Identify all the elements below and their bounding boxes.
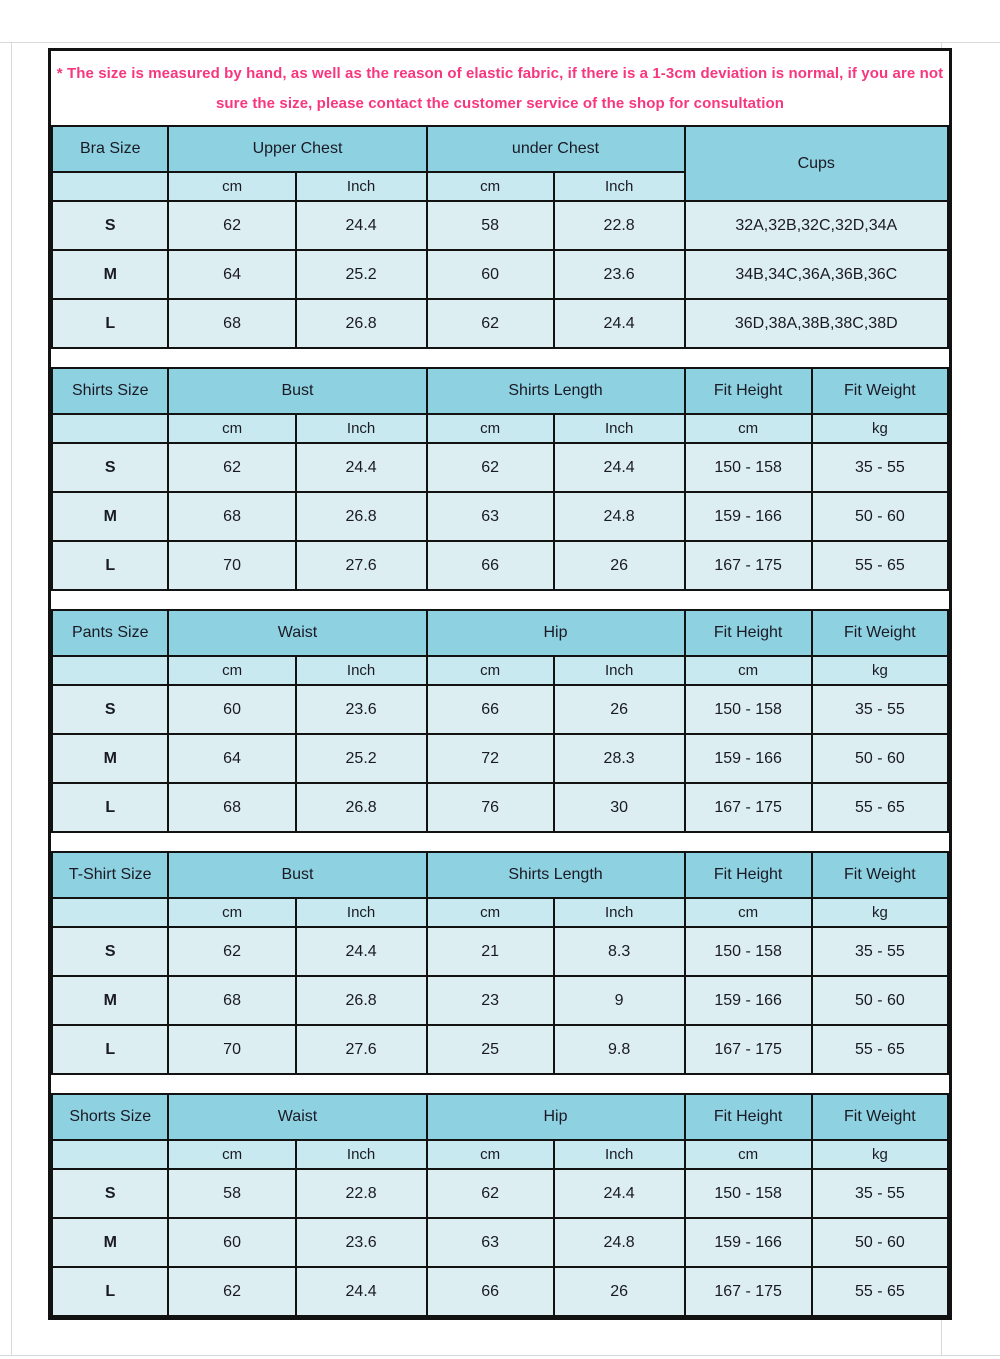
value-cell: 35 - 55 xyxy=(812,685,948,734)
empty-cell xyxy=(52,172,168,201)
value-cell: 50 - 60 xyxy=(812,492,948,541)
value-cell: 23 xyxy=(427,976,554,1025)
page-frame-left-line xyxy=(11,42,12,1355)
column-header: Fit Height xyxy=(685,852,812,898)
value-cell: 35 - 55 xyxy=(812,443,948,492)
unit-cell: Inch xyxy=(296,656,427,685)
header-row xyxy=(52,852,948,898)
header-row xyxy=(52,368,948,414)
column-group-header: Waist xyxy=(168,1094,426,1140)
page-frame-bottom-line xyxy=(0,1355,1000,1356)
column-group-header: Hip xyxy=(427,610,685,656)
unit-cell: cm xyxy=(168,656,295,685)
header-row xyxy=(52,610,948,656)
value-cell: 26 xyxy=(554,1267,685,1316)
value-cell: 55 - 65 xyxy=(812,1025,948,1074)
disclaimer-line-2: sure the size, please contact the customer service of the shop for consultation xyxy=(215,94,785,112)
value-cell: 55 - 65 xyxy=(812,541,948,590)
unit-cell: cm xyxy=(427,414,554,443)
column-header: Fit Weight xyxy=(812,1094,948,1140)
value-cell: 26 xyxy=(554,685,685,734)
value-cell: 8.3 xyxy=(554,927,685,976)
table-row xyxy=(52,1267,948,1316)
size-cell: S xyxy=(52,443,168,492)
value-cell: 167 - 175 xyxy=(685,783,812,832)
value-cell: 25.2 xyxy=(296,250,427,299)
unit-cell: cm xyxy=(685,898,812,927)
value-cell: 9 xyxy=(554,976,685,1025)
size-cell: L xyxy=(52,299,168,348)
unit-cell: cm xyxy=(427,898,554,927)
size-cell: M xyxy=(52,250,168,299)
unit-cell: cm xyxy=(168,414,295,443)
table-row xyxy=(52,541,948,590)
value-cell: 50 - 60 xyxy=(812,1218,948,1267)
value-cell: 50 - 60 xyxy=(812,976,948,1025)
value-cell: 26.8 xyxy=(296,492,427,541)
unit-cell: cm xyxy=(427,172,554,201)
shirts-size-table xyxy=(51,367,949,591)
value-cell: 35 - 55 xyxy=(812,927,948,976)
value-cell: 150 - 158 xyxy=(685,443,812,492)
value-cell: 24.4 xyxy=(554,1169,685,1218)
value-cell: 24.8 xyxy=(554,492,685,541)
value-cell: 24.8 xyxy=(554,1218,685,1267)
value-cell: 26.8 xyxy=(296,783,427,832)
column-header: Fit Height xyxy=(685,368,812,414)
table-row xyxy=(52,783,948,832)
value-cell: 64 xyxy=(168,734,295,783)
value-cell: 24.4 xyxy=(296,201,427,250)
cups-value-cell: 32A,32B,32C,32D,34A xyxy=(685,201,948,250)
unit-cell: kg xyxy=(812,898,948,927)
value-cell: 55 - 65 xyxy=(812,1267,948,1316)
value-cell: 22.8 xyxy=(296,1169,427,1218)
value-cell: 28.3 xyxy=(554,734,685,783)
unit-row xyxy=(52,1140,948,1169)
cups-value-cell: 36D,38A,38B,38C,38D xyxy=(685,299,948,348)
table-row xyxy=(52,1218,948,1267)
table-row xyxy=(52,492,948,541)
value-cell: 66 xyxy=(427,685,554,734)
table-row xyxy=(52,1169,948,1218)
size-cell: L xyxy=(52,541,168,590)
value-cell: 68 xyxy=(168,492,295,541)
unit-cell: cm xyxy=(168,172,295,201)
table-title: Shirts Size xyxy=(52,368,168,414)
value-cell: 167 - 175 xyxy=(685,541,812,590)
column-group-header: Waist xyxy=(168,610,426,656)
value-cell: 68 xyxy=(168,299,295,348)
size-cell: S xyxy=(52,927,168,976)
table-row xyxy=(52,201,948,250)
unit-cell: cm xyxy=(685,1140,812,1169)
value-cell: 58 xyxy=(168,1169,295,1218)
size-cell: L xyxy=(52,1267,168,1316)
table-title: Shorts Size xyxy=(52,1094,168,1140)
value-cell: 24.4 xyxy=(554,443,685,492)
value-cell: 159 - 166 xyxy=(685,1218,812,1267)
value-cell: 21 xyxy=(427,927,554,976)
unit-row xyxy=(52,898,948,927)
value-cell: 159 - 166 xyxy=(685,734,812,783)
size-cell: M xyxy=(52,976,168,1025)
value-cell: 63 xyxy=(427,492,554,541)
unit-cell: kg xyxy=(812,656,948,685)
value-cell: 60 xyxy=(427,250,554,299)
empty-cell xyxy=(52,898,168,927)
value-cell: 62 xyxy=(168,927,295,976)
value-cell: 23.6 xyxy=(296,1218,427,1267)
value-cell: 9.8 xyxy=(554,1025,685,1074)
pants-size-table xyxy=(51,609,949,833)
column-header-cups: Cups xyxy=(685,126,948,201)
unit-cell: Inch xyxy=(554,1140,685,1169)
value-cell: 68 xyxy=(168,783,295,832)
value-cell: 26.8 xyxy=(296,299,427,348)
shorts-size-table xyxy=(51,1093,949,1317)
cups-value-cell: 34B,34C,36A,36B,36C xyxy=(685,250,948,299)
column-group-header: Upper Chest xyxy=(168,126,426,172)
column-group-header: Bust xyxy=(168,368,426,414)
table-row xyxy=(52,443,948,492)
value-cell: 150 - 158 xyxy=(685,927,812,976)
value-cell: 167 - 175 xyxy=(685,1025,812,1074)
page-frame-top-line xyxy=(0,42,1000,43)
value-cell: 62 xyxy=(168,1267,295,1316)
value-cell: 27.6 xyxy=(296,541,427,590)
unit-cell: cm xyxy=(427,656,554,685)
empty-cell xyxy=(52,1140,168,1169)
value-cell: 66 xyxy=(427,541,554,590)
value-cell: 26.8 xyxy=(296,976,427,1025)
column-group-header: Shirts Length xyxy=(427,852,685,898)
value-cell: 24.4 xyxy=(296,1267,427,1316)
value-cell: 167 - 175 xyxy=(685,1267,812,1316)
column-group-header: under Chest xyxy=(427,126,685,172)
value-cell: 26 xyxy=(554,541,685,590)
value-cell: 25.2 xyxy=(296,734,427,783)
value-cell: 58 xyxy=(427,201,554,250)
value-cell: 159 - 166 xyxy=(685,976,812,1025)
value-cell: 25 xyxy=(427,1025,554,1074)
unit-cell: Inch xyxy=(296,172,427,201)
table-row xyxy=(52,1025,948,1074)
empty-cell xyxy=(52,414,168,443)
value-cell: 24.4 xyxy=(296,443,427,492)
value-cell: 62 xyxy=(427,1169,554,1218)
unit-row xyxy=(52,414,948,443)
table-row xyxy=(52,976,948,1025)
unit-cell: cm xyxy=(168,898,295,927)
value-cell: 150 - 158 xyxy=(685,1169,812,1218)
unit-cell: Inch xyxy=(296,1140,427,1169)
size-cell: M xyxy=(52,1218,168,1267)
size-cell: L xyxy=(52,783,168,832)
column-group-header: Hip xyxy=(427,1094,685,1140)
table-title: Pants Size xyxy=(52,610,168,656)
value-cell: 63 xyxy=(427,1218,554,1267)
value-cell: 64 xyxy=(168,250,295,299)
bra-size-table xyxy=(51,125,949,349)
table-row xyxy=(52,685,948,734)
unit-row xyxy=(52,656,948,685)
unit-cell: cm xyxy=(168,1140,295,1169)
size-cell: S xyxy=(52,1169,168,1218)
value-cell: 68 xyxy=(168,976,295,1025)
tshirt-size-table xyxy=(51,851,949,1075)
value-cell: 24.4 xyxy=(296,927,427,976)
unit-cell: kg xyxy=(812,1140,948,1169)
value-cell: 22.8 xyxy=(554,201,685,250)
table-row xyxy=(52,927,948,976)
value-cell: 24.4 xyxy=(554,299,685,348)
value-cell: 35 - 55 xyxy=(812,1169,948,1218)
value-cell: 70 xyxy=(168,1025,295,1074)
unit-cell: Inch xyxy=(554,172,685,201)
table-row xyxy=(52,299,948,348)
value-cell: 23.6 xyxy=(554,250,685,299)
size-cell: M xyxy=(52,492,168,541)
value-cell: 23.6 xyxy=(296,685,427,734)
value-cell: 62 xyxy=(168,443,295,492)
table-title: Bra Size xyxy=(52,126,168,172)
value-cell: 27.6 xyxy=(296,1025,427,1074)
unit-cell: Inch xyxy=(296,898,427,927)
value-cell: 70 xyxy=(168,541,295,590)
table-title: T-Shirt Size xyxy=(52,852,168,898)
unit-cell: Inch xyxy=(554,414,685,443)
unit-cell: Inch xyxy=(554,898,685,927)
unit-cell: cm xyxy=(427,1140,554,1169)
size-cell: S xyxy=(52,685,168,734)
disclaimer-note xyxy=(51,51,949,125)
value-cell: 76 xyxy=(427,783,554,832)
unit-cell: Inch xyxy=(296,414,427,443)
column-header: Fit Weight xyxy=(812,852,948,898)
value-cell: 66 xyxy=(427,1267,554,1316)
value-cell: 55 - 65 xyxy=(812,783,948,832)
column-header: Fit Height xyxy=(685,1094,812,1140)
table-row xyxy=(52,734,948,783)
value-cell: 72 xyxy=(427,734,554,783)
value-cell: 150 - 158 xyxy=(685,685,812,734)
size-cell: L xyxy=(52,1025,168,1074)
value-cell: 30 xyxy=(554,783,685,832)
value-cell: 60 xyxy=(168,685,295,734)
column-group-header: Bust xyxy=(168,852,426,898)
value-cell: 62 xyxy=(168,201,295,250)
unit-cell: Inch xyxy=(554,656,685,685)
column-group-header: Shirts Length xyxy=(427,368,685,414)
value-cell: 50 - 60 xyxy=(812,734,948,783)
header-row xyxy=(52,1094,948,1140)
column-header: Fit Weight xyxy=(812,368,948,414)
value-cell: 60 xyxy=(168,1218,295,1267)
value-cell: 62 xyxy=(427,299,554,348)
disclaimer-line-1: * The size is measured by hand, as well as the reason of elastic fabric, if there is a 1-3cm deviation is normal, if you are not xyxy=(56,64,944,82)
table-row xyxy=(52,250,948,299)
value-cell: 62 xyxy=(427,443,554,492)
size-cell: M xyxy=(52,734,168,783)
column-header: Fit Height xyxy=(685,610,812,656)
column-header: Fit Weight xyxy=(812,610,948,656)
header-row xyxy=(52,126,948,172)
value-cell: 159 - 166 xyxy=(685,492,812,541)
size-cell: S xyxy=(52,201,168,250)
size-chart-sheet xyxy=(48,48,952,1320)
unit-cell: cm xyxy=(685,656,812,685)
unit-cell: cm xyxy=(685,414,812,443)
unit-cell: kg xyxy=(812,414,948,443)
empty-cell xyxy=(52,656,168,685)
